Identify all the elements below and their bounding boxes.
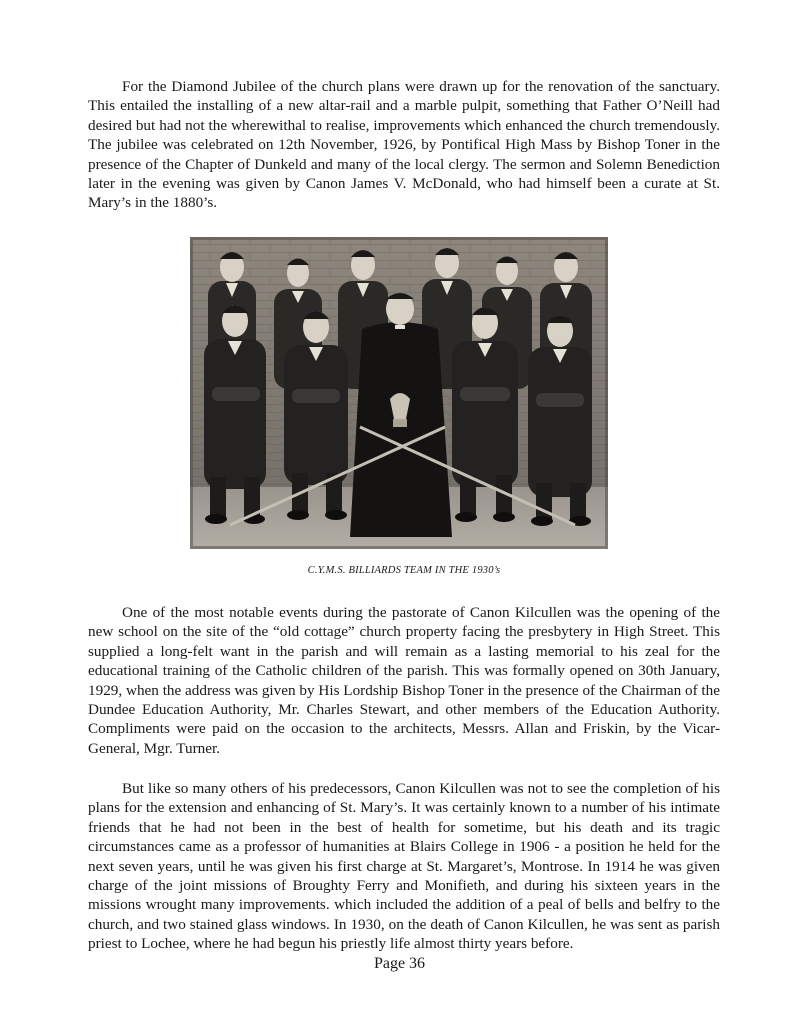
page-number: Page 36 bbox=[373, 955, 426, 972]
team-photograph-image bbox=[190, 237, 608, 549]
paragraph-diamond-jubilee: For the Diamond Jubilee of the church plans were drawn up for the renovation of the sanctuary. This entailed the installing of a new altar-rail and a marble pulpit, something that Father O’Neill had desired but had not the wherewithal to realise, improvements which enhanced the church tremendously. The jubilee was celebrated on 12th November, 1926, by Pontifical High Mass by Bishop Toner in the presence of the Chapter of Dunkeld and many of the local clergy. The sermon and Solemn Benediction later in the evening was given by Canon James V. McDonald, who had himself been a curate at St. Mary’s in the 1880’s. bbox=[88, 78, 720, 212]
team-photograph bbox=[190, 237, 608, 549]
paragraph-new-school: One of the most notable events during the pastorate of Canon Kilcullen was the opening of the new school on the site of the “old cottage” church property facing the presbytery in High Street. This supplied a long-felt want in the parish and will remain as a lasting memorial to his zeal for the educational training of the Catholic children of the parish. This was formally opened on 30th January, 1929, when the address was given by His Lordship Bishop Toner in the presence of the Chairman of the Dundee Education Authority, Mr. Charles Stewart, and other members of the Education Authority. Compliments were paid on the occasion to the architects, Messrs. Allan and Friskin, by the Vicar-General, Mgr. Turner. bbox=[88, 604, 720, 757]
photo-caption: C.Y.M.S. BILLIARDS TEAM IN THE 1930’s bbox=[307, 565, 501, 576]
paragraph-canon-kilcullen: But like so many others of his predecessors, Canon Kilcullen was not to see the completion of his plans for the extension and enhancing of St. Mary’s. It was certainly known to a number of his intimate friends that he had not been in the best of health for sometime, but his death and its tragic circumstances came as a professor of humanities at Blairs College in 1906 - a position he held for the next seven years, until he was given his first charge at St. Margaret’s, Montrose. In 1914 he was given charge of the joint missions of Broughty Ferry and Monifieth, and during his sixteen years in the missions wrought many improvements. which included the addition of a peal of bells and belfry to the church, and two stained glass windows. In 1930, on the death of Canon Kilcullen, he was sent as parish priest to Lochee, where he had begun his priestly life almost thirty years before. bbox=[88, 780, 720, 953]
